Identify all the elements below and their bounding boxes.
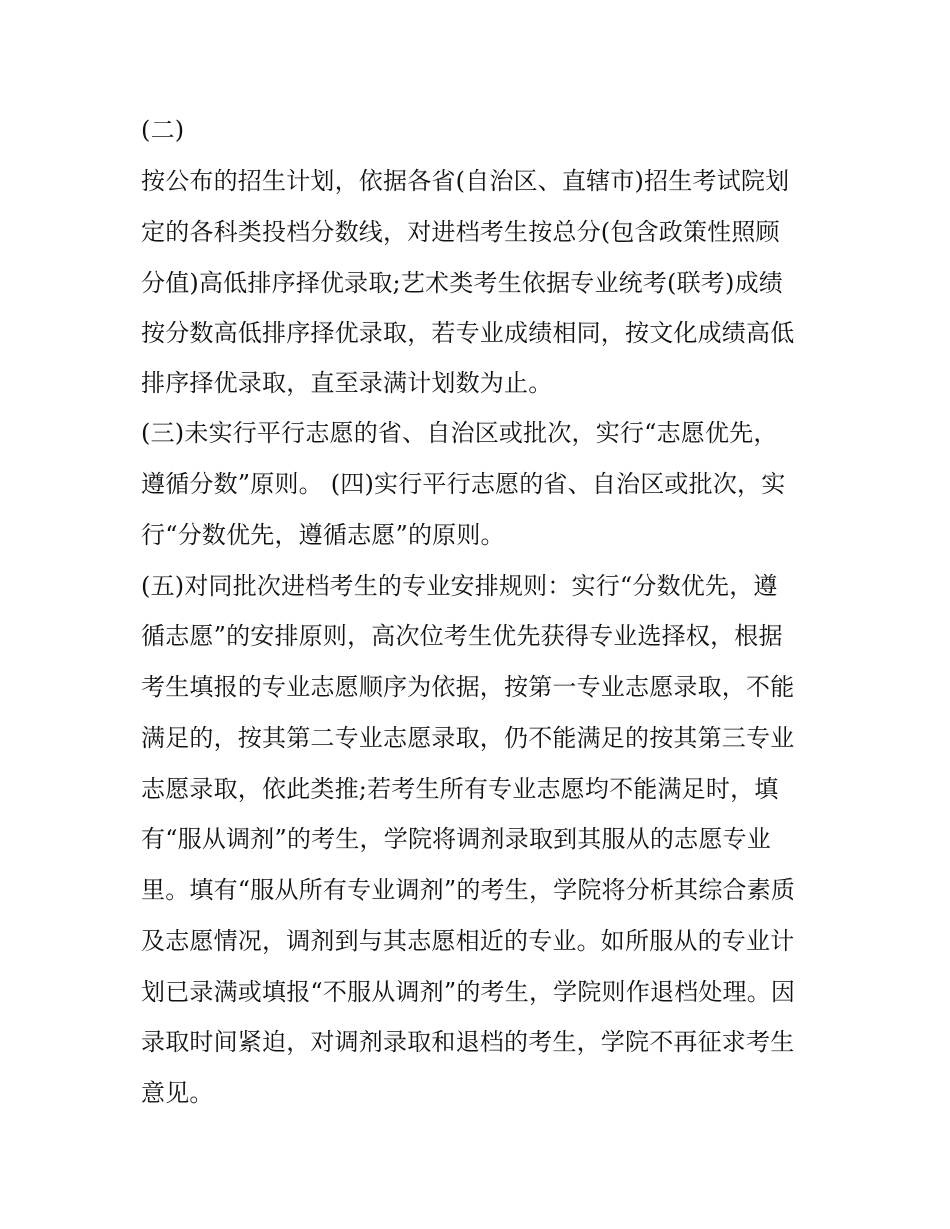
text-line: 排序择优录取，直至录满计划数为止。	[141, 369, 553, 397]
text-line: 满足的，按其第二专业志愿录取，仍不能满足的按其第三专业	[141, 724, 795, 752]
text-line: 按分数高低排序择优录取，若专业成绩相同，按文化成绩高低	[141, 319, 795, 347]
text-line: 按公布的招生计划，依据各省(自治区、直辖市)招生考试院划	[141, 167, 790, 195]
text-line: 定的各科类投档分数线，对进档考生按总分(包含政策性照顾	[141, 218, 780, 246]
text-line: (二)	[141, 116, 185, 144]
text-line: 里。填有“服从所有专业调剂”的考生，学院将分析其综合素质	[141, 876, 796, 904]
text-line: 分值)高低排序择优录取;艺术类考生依据专业统考(联考)成绩	[141, 269, 783, 297]
text-line: 志愿录取，依此类推;若考生所有专业志愿均不能满足时，填	[141, 775, 779, 803]
text-line: 意见。	[141, 1079, 214, 1107]
text-line: 行“分数优先，遵循志愿”的原则。	[141, 521, 505, 549]
text-line: 循志愿”的安排原则，高次位考生优先获得专业选择权，根据	[141, 622, 783, 650]
text-line: 考生填报的专业志愿顺序为依据，按第一专业志愿录取，不能	[141, 673, 795, 701]
text-line: 及志愿情况，调剂到与其志愿相近的专业。如所服从的专业计	[141, 927, 795, 955]
text-line: (三)未实行平行志愿的省、自治区或批次，实行“志愿优先，	[141, 419, 778, 447]
text-line: 录取时间紧迫，对调剂录取和退档的考生，学院不再征求考生	[141, 1028, 795, 1056]
text-line: (五)对同批次进档考生的专业安排规则：实行“分数优先，遵	[141, 572, 778, 600]
text-line: 有“服从调剂”的考生，学院将调剂录取到其服从的志愿专业	[141, 825, 771, 853]
text-line: 遵循分数”原则。 (四)实行平行志愿的省、自治区或批次，实	[141, 470, 786, 498]
text-line: 划已录满或填报“不服从调剂”的考生，学院则作退档处理。因	[141, 978, 796, 1006]
